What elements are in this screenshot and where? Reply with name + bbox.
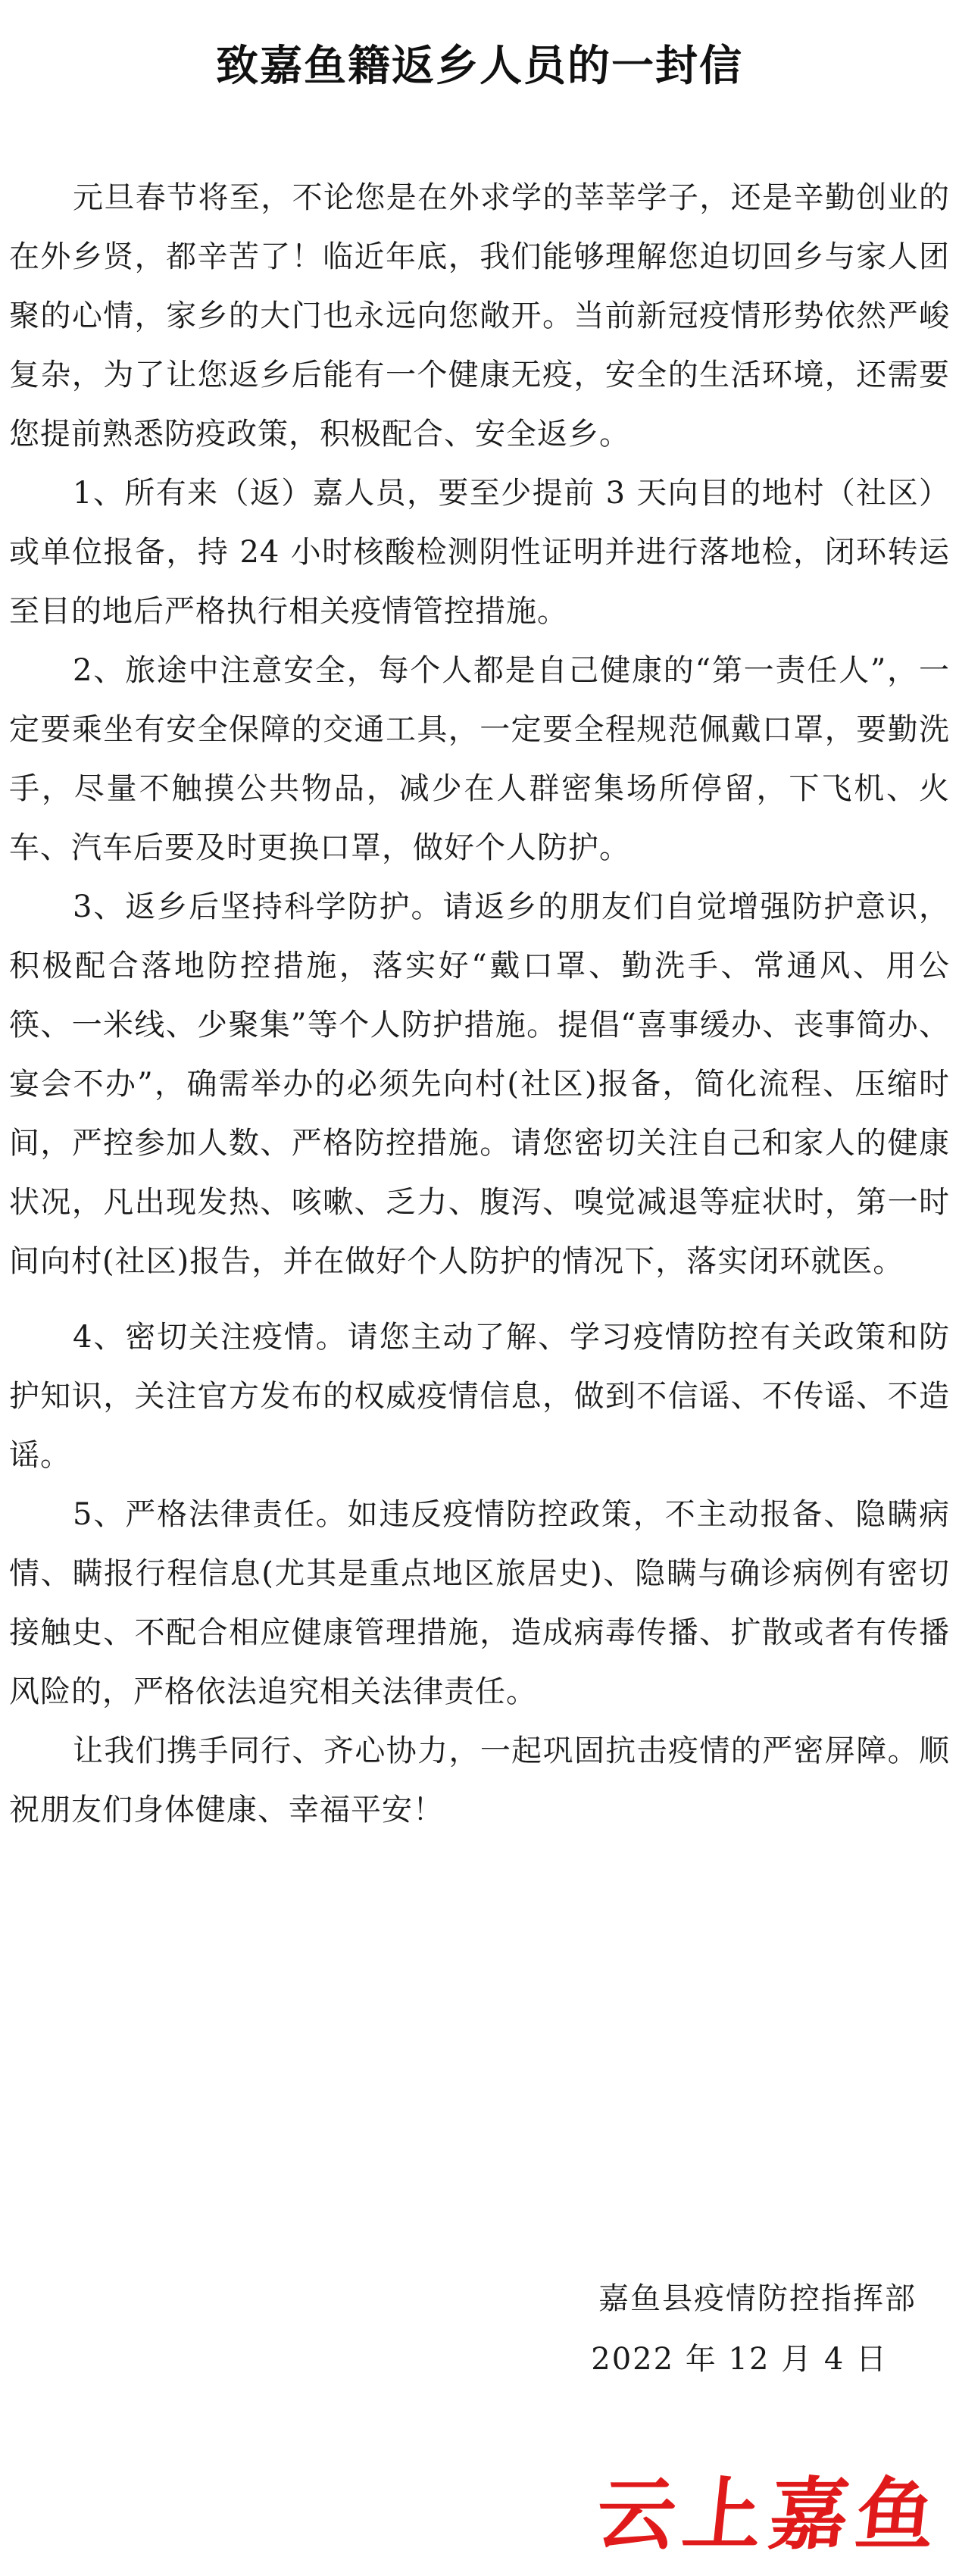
page-title: 致嘉鱼籍返乡人员的一封信 <box>216 41 743 91</box>
paragraph-item-3: 3、返乡后坚持科学防护。请返乡的朋友们自觉增强防护意识，积极配合落地防控措施，落实好“戴口罩、勤洗手、常通风、用公筷、一米线、少聚集”等个人防护措施。提倡“喜事缓办、丧事简办、宴会不办”，确需举办的必须先向村(社区)报备，简化流程、压缩时间，严控参加人数、严格防控措施。请您密切关注自己和家人的健康状况，凡出现发热、咳嗽、乏力、腹泻、嗅觉减退等症状时，第一时间向村(社区)报告，并在做好个人防护的情况下，落实闭环就医。 <box>9 889 950 1279</box>
signature-block <box>591 2268 917 2390</box>
paragraph-item-4: 4、密切关注疫情。请您主动了解、学习疫情防控有关政策和防护知识，关注官方发布的权威疫情信息，做到不信谣、不传谣、不造谣。 <box>9 1320 950 1473</box>
letter-body <box>9 168 950 1840</box>
signature-organization: 嘉鱼县疫情防控指挥部 <box>598 2281 917 2316</box>
signature-date: 2022 年 12 月 4 日 <box>591 2342 888 2377</box>
paragraph-item-2: 2、旅途中注意安全，每个人都是自己健康的“第一责任人”，一定要乘坐有安全保障的交通工具，一定要全程规范佩戴口罩，要勤洗手，尽量不触摸公共物品，减少在人群密集场所停留，下飞机、火车、汽车后要及时更换口罩，做好个人防护。 <box>9 653 950 865</box>
paragraph-closing: 让我们携手同行、齐心协力，一起巩固抗击疫情的严密屏障。顺祝朋友们身体健康、幸福平安！ <box>9 1733 950 1827</box>
brand-watermark: 云上嘉鱼 <box>592 2468 948 2561</box>
paragraph-intro: 元旦春节将至，不论您是在外求学的莘莘学子，还是辛勤创业的在外乡贤，都辛苦了！临近年底，我们能够理解您迫切回乡与家人团聚的心情，家乡的大门也永远向您敞开。当前新冠疫情形势依然严峻复杂，为了让您返乡后能有一个健康无疫，安全的生活环境，还需要您提前熟悉防疫政策，积极配合、安全返乡。 <box>9 180 950 452</box>
paragraph-item-1: 1、所有来（返）嘉人员，要至少提前 3 天向目的地村（社区）或单位报备，持 24 小时核酸检测阴性证明并进行落地检，闭环转运至目的地后严格执行相关疫情管控措施。 <box>9 476 950 629</box>
paragraph-item-5: 5、严格法律责任。如违反疫情防控政策，不主动报备、隐瞒病情、瞒报行程信息(尤其是重点地区旅居史)、隐瞒与确诊病例有密切接触史、不配合相应健康管理措施，造成病毒传播、扩散或者有传播风险的，严格依法追究相关法律责任。 <box>9 1497 950 1709</box>
